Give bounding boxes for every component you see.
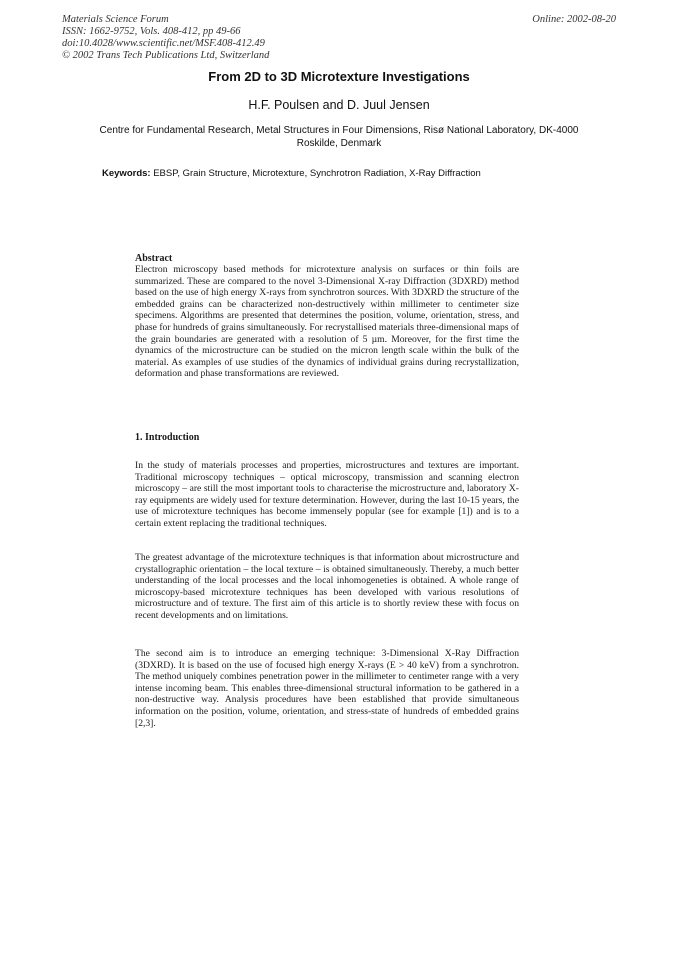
keywords-label: Keywords:: [102, 168, 151, 179]
abstract-heading: Abstract: [135, 253, 173, 264]
intro-paragraph-3: The second aim is to introduce an emerging technique: 3-Dimensional X-Ray Diffraction (3DXRD). It is based on the use of focused high energy X-rays (E > 40 keV) from a synchrotron. The method uniquely combines penetration power in the millimeter to centimeter range with a very intense incoming beam. This enables three-dimensional structural information to be gathered in a non-destructive way. Analysis procedures have been established that provide simultaneous information on the position, volume, orientation, and stress-state of hundreds of embedded grains [2,3].: [135, 648, 519, 729]
abstract-text: Electron microscopy based methods for microtexture analysis on surfaces or thin foils are summarized. These are compared to the novel 3-Dimensional X-ray Diffraction (3DXRD) method based on the use of high energy X-rays from synchrotron sources. With 3DXRD the structure of the embedded grains can be characterized non-destructively within millimeter to centimeter size specimens. Algorithms are presented that determines the position, volume, orientation, stress, and phase for hundreds of grains simultaneously. For recrystallised materials three-dimensional maps of the grain boundaries are generated with a resolution of 5 µm. Moreover, for the first time the dynamics of the microstructure can be studied on the micron length scale within the bulk of the material. As examples of use studies of the dynamics of individual grains during recrystallization, deformation and phase transformations are reviewed.: [135, 264, 519, 380]
intro-paragraph-1: In the study of materials processes and properties, microstructures and textures are important. Traditional microscopy techniques – optical microscopy, transmission and scanning electron microscopy – are still the most important tools to characterise the microstructure and, laboratory X-ray equipments are widely used for texture determination. However, during the last 10-15 years, the use of microtexture techniques has become immensely popular (see for example [1]) and is to a certain extent replacing the traditional techniques.: [135, 460, 519, 529]
paper-authors: H.F. Poulsen and D. Juul Jensen: [248, 98, 430, 112]
copyright-line: © 2002 Trans Tech Publications Ltd, Switzerland: [62, 50, 270, 61]
keywords-text: EBSP, Grain Structure, Microtexture, Synchrotron Radiation, X-Ray Diffraction: [153, 168, 481, 179]
author-affiliation: Centre for Fundamental Research, Metal Structures in Four Dimensions, Risø National Laboratory, DK-4000 Roskilde, Denmark: [99, 125, 579, 149]
online-date: Online: 2002-08-20: [532, 14, 616, 25]
publication-meta: [62, 14, 269, 62]
paper-title: From 2D to 3D Microtexture Investigations: [208, 69, 470, 84]
journal-name: Materials Science Forum: [62, 14, 169, 25]
issn-line: ISSN: 1662-9752, Vols. 408-412, pp 49-66: [62, 26, 241, 37]
intro-paragraph-2: The greatest advantage of the microtexture techniques is that information about microstructure and crystallographic orientation – the local texture – is obtained simultaneously. Thereby, a much better understanding of the local processes and the local inhomogeneties is obtained. A whole range of microscopy-based microtexture techniques has been developed with various resolutions of microstructure and of texture. The first aim of this article is to shortly review these with focus on recent developments and on limitations.: [135, 552, 519, 621]
introduction-heading: 1. Introduction: [135, 432, 200, 443]
keywords-line: [102, 168, 582, 180]
doi-line[interactable]: doi:10.4028/www.scientific.net/MSF.408-412.49: [62, 38, 265, 49]
